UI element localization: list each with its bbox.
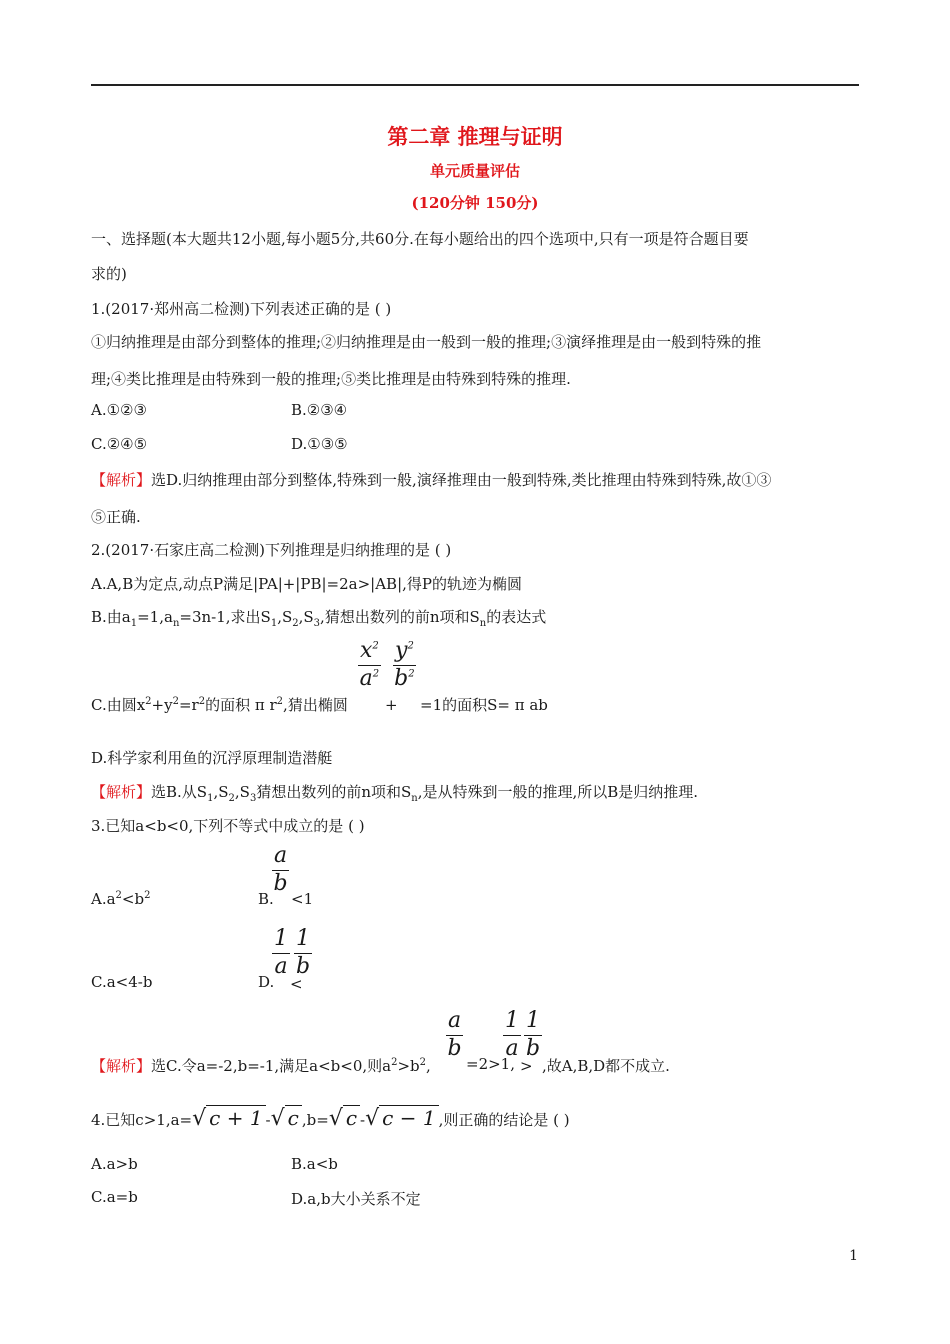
section-intro-line1: 一、选择题(本大题共12小题,每小题5分,共60分.在每小题给出的四个选项中,只有一项是符合题目要 bbox=[91, 230, 749, 248]
q2-analysis: 【解析】选B.从$S_1,S_2,S_3$猜想出数列的前n项和$S_n$,是从特殊到一般的推理,所以B是归纳推理. bbox=[91, 783, 699, 804]
q4-stem: 4.已知c>1,a=√ c + 1 -√ c ,b=√ c -√ c − 1 ,则正确的结论是 ( ) bbox=[91, 1106, 570, 1131]
q2-option-d: D.科学家利用鱼的沉浮原理制造潜艇 bbox=[91, 749, 333, 767]
section-subtitle: 单元质量评估 bbox=[429, 162, 520, 180]
q3-option-a: $A.a^2<b^2$ bbox=[91, 890, 151, 908]
q3-option-d-label: D. bbox=[258, 973, 275, 991]
q3-analysis: 【解析】选C.令a=-2,b=-1,满足a<b<0,则$a^2>b^2$, bbox=[91, 1057, 431, 1075]
q3-stem: 3.已知a<b<0,下列不等式中成立的是 ( ) bbox=[91, 817, 365, 835]
q3-analysis-fraction-1b: $\frac{1}{b}$ bbox=[525, 1008, 541, 1061]
header-rule bbox=[91, 84, 859, 86]
sqrt-c: √ c bbox=[271, 1105, 302, 1131]
q1-option-a: A.①②③ bbox=[91, 401, 147, 419]
q2-option-b: B.由$a_1=1,a_n=3n-1$,求出$S_1,S_2,S_3$,猜想出数列的前n项和$S_n$的表达式 bbox=[91, 608, 547, 629]
q1-body-line2: 理;④类比推理是由特殊到一般的推理;⑤类比推理是由特殊到特殊的推理. bbox=[91, 370, 571, 388]
analysis-tag: 【解析】 bbox=[91, 1057, 152, 1075]
q3-option-d-fraction-2: $\frac{1}{b}$ bbox=[295, 926, 311, 979]
q4-option-d: D.a,b大小关系不定 bbox=[291, 1190, 421, 1208]
q3-analysis-mid: =2>1, bbox=[466, 1055, 515, 1073]
q3-analysis-gt: > bbox=[520, 1057, 533, 1075]
q2-stem: 2.(2017·石家庄高二检测)下列推理是归纳推理的是 ( ) bbox=[91, 541, 452, 559]
q1-option-b: B.②③④ bbox=[291, 401, 348, 419]
q3-analysis-fraction-ab: $\frac{a}{b}$ bbox=[447, 1008, 462, 1061]
chapter-title: 第二章 推理与证明 bbox=[387, 124, 563, 149]
q1-body-line1: ①归纳推理是由部分到整体的推理;②归纳推理是由一般到一般的推理;③演绎推理是由一般到特殊的推 bbox=[91, 333, 762, 351]
q3-option-b-label: B. bbox=[258, 890, 274, 908]
sqrt-c-plus-1: √ c + 1 bbox=[192, 1105, 265, 1131]
q1-option-d: D.①③⑤ bbox=[291, 435, 348, 453]
q3-option-b-tail: <1 bbox=[291, 890, 314, 908]
q2-option-a: A.A,B为定点,动点P满足|PA|+|PB|=2a>|AB|,得P的轨迹为椭圆 bbox=[91, 575, 522, 593]
q1-stem: 1.(2017·郑州高二检测)下列表述正确的是 ( ) bbox=[91, 300, 392, 318]
q3-option-b-fraction: $\frac{a}{b}$ bbox=[273, 843, 288, 896]
q4-option-c: C.a=b bbox=[91, 1188, 138, 1206]
q1-option-c: C.②④⑤ bbox=[91, 435, 148, 453]
q2-option-c: C.由圆$x^2+y^2=r^2$的面积 π $r^2$,猜出椭圆 bbox=[91, 696, 348, 714]
q4-option-b: B.a<b bbox=[291, 1155, 338, 1173]
q2-option-c-tail: =1的面积S= π ab bbox=[420, 696, 548, 714]
sqrt-c-minus-1: √ c − 1 bbox=[365, 1105, 438, 1131]
q3-analysis-fraction-1a: $\frac{1}{a}$ bbox=[505, 1008, 519, 1061]
ellipse-fraction-y: $\frac{y^2}{b^2}$ bbox=[394, 638, 415, 691]
q4-option-a: A.a>b bbox=[91, 1155, 138, 1173]
sqrt-c-2: √ c bbox=[329, 1105, 360, 1131]
q3-option-d-lt: < bbox=[290, 975, 303, 993]
time-info: (120分钟 150分) bbox=[411, 194, 539, 212]
q3-analysis-tail: ,故A,B,D都不成立. bbox=[542, 1057, 670, 1075]
analysis-tag: 【解析】 bbox=[91, 471, 152, 489]
q3-option-d-fraction-1: $\frac{1}{a}$ bbox=[274, 926, 288, 979]
analysis-tag: 【解析】 bbox=[91, 783, 152, 801]
ellipse-plus: + bbox=[385, 696, 398, 714]
ellipse-fraction-x: $\frac{x^2}{a^2}$ bbox=[359, 638, 380, 691]
page-number: 1 bbox=[849, 1248, 858, 1264]
q1-analysis-line1: 【解析】选D.归纳推理由部分到整体,特殊到一般,演绎推理由一般到特殊,类比推理由特殊到特殊,故①③ bbox=[91, 471, 772, 489]
q3-option-c: C.a<4-b bbox=[91, 973, 153, 991]
section-intro-line2: 求的) bbox=[91, 265, 127, 283]
q1-analysis-line2: ⑤正确. bbox=[91, 508, 141, 526]
